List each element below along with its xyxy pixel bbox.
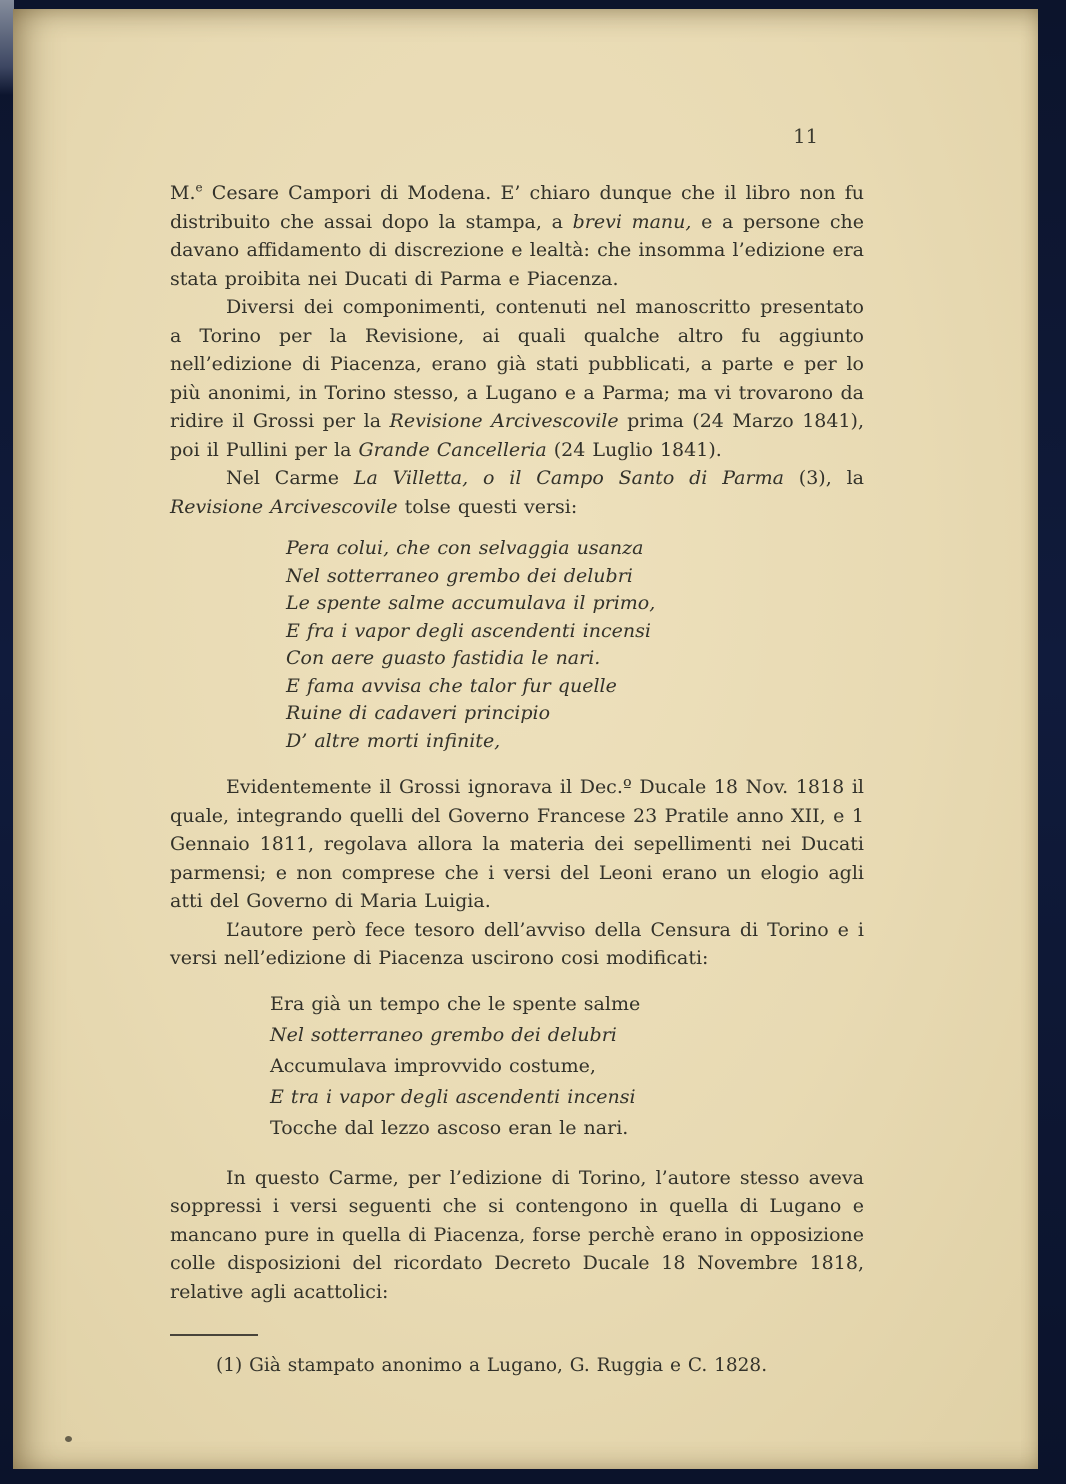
text-column (170, 179, 864, 1381)
verse-line: E tra i vapor degli ascendenti incensi (270, 1085, 636, 1108)
verse-line: Con aere guasto fastidia le nari. (286, 647, 601, 669)
verse-line: Nel sotterraneo grembo dei delubri (286, 564, 633, 587)
verse-block (270, 989, 864, 1144)
paragraph (170, 179, 864, 293)
verse-line: Ruine di cadaveri principio (286, 702, 551, 724)
footnote-divider (170, 1334, 258, 1336)
footnote-text: (1) Già stampato anonimo a Lugano, G. Ruggia e C. 1828. (216, 1355, 768, 1376)
text-run: Nel Carme (226, 467, 354, 489)
paragraph: L’autore però fece tesoro dell’avviso della Censura di Torino e i versi nell’edizione di Piacenza uscirono cosi modificati: (170, 918, 864, 969)
text-run: Diversi dei componimenti, contenuti nel manoscritto presentato a Torino per la Revisione, ai quali qualche altro fu aggiunto nell’edizione di Piacenza, erano già stati pubblicati, a parte e per lo più anonimi, in Torino stesso, a Lugano e a Parma; ma vi trovarono da ridire il Grossi per la (170, 296, 864, 432)
verse-line: Era già un tempo che le spente salme (270, 992, 641, 1015)
verse-line: Nel sotterraneo grembo dei delubri (270, 1023, 617, 1046)
text-run: M. (170, 182, 196, 204)
italic-run: La Villetta, o il Campo Santo di Parma (353, 467, 784, 489)
italic-run: Revisione Arcivescovile (389, 410, 619, 432)
page-number: 11 (793, 125, 818, 148)
text-run: e a persone che davano affidamento di discrezione e lealtà: che insomma l’edizione era stata proibita nei Ducati di Parma e Piacenza. (170, 210, 865, 290)
italic-run: Grande Cancelleria (358, 438, 547, 461)
book-page (13, 9, 1038, 1469)
superscript-run: e (195, 180, 203, 195)
ink-spot (65, 1436, 72, 1442)
text-run: (3), la (783, 467, 864, 489)
italic-run: Revisione Arcivescovile (170, 495, 398, 518)
italic-run: brevi manu, (572, 210, 692, 233)
scan-edge-highlight (0, 0, 14, 95)
verse-line: Pera colui, che con selvaggia usanza (286, 537, 644, 559)
paragraph: In questo Carme, per l’edizione di Torino, l’autore stesso aveva soppressi i versi seguenti che si contengono in quella di Lugano e mancano pure in quella di Piacenza, forse perchè erano in opposizione colle disposizioni del ricordato Decreto Ducale 18 Novembre 1818, relative agli acattolici: (170, 1166, 864, 1303)
verse-line: Tocche dal lezzo ascoso eran le nari. (270, 1116, 629, 1139)
text-run: prima (24 Marzo 1841), poi il Pullini per la (170, 410, 864, 461)
verse-line: Accumulava improvvido costume, (270, 1054, 596, 1077)
text-run: (24 Luglio 1841). (546, 438, 722, 461)
verse-line: E fama avvisa che talor fur quelle (286, 674, 617, 697)
text-run: Cesare Campori di Modena. E’ chiaro dunque che il libro non fu distribuito che assai dopo la stampa, a (170, 182, 864, 233)
paragraph (170, 464, 864, 521)
verse-line: E fra i vapor degli ascendenti incensi (286, 619, 651, 642)
verse-block (286, 535, 864, 755)
paragraph (170, 293, 864, 464)
paragraph: Evidentemente il Grossi ignorava il Dec.º Ducale 18 Nov. 1818 il quale, integrando quelli del Governo Francese 23 Pratile anno XII, e 1 Gennaio 1811, regolava allora la materia dei sepellimenti nei Ducati parmensi; e non comprese che i versi del Leoni erano un elogio agli atti del Governo di Maria Luigia. (170, 776, 864, 912)
verse-line: Le spente salme accumulava il primo, (286, 592, 656, 614)
verse-line: D’ altre morti infinite, (286, 729, 501, 752)
text-run: tolse questi versi: (397, 495, 578, 518)
